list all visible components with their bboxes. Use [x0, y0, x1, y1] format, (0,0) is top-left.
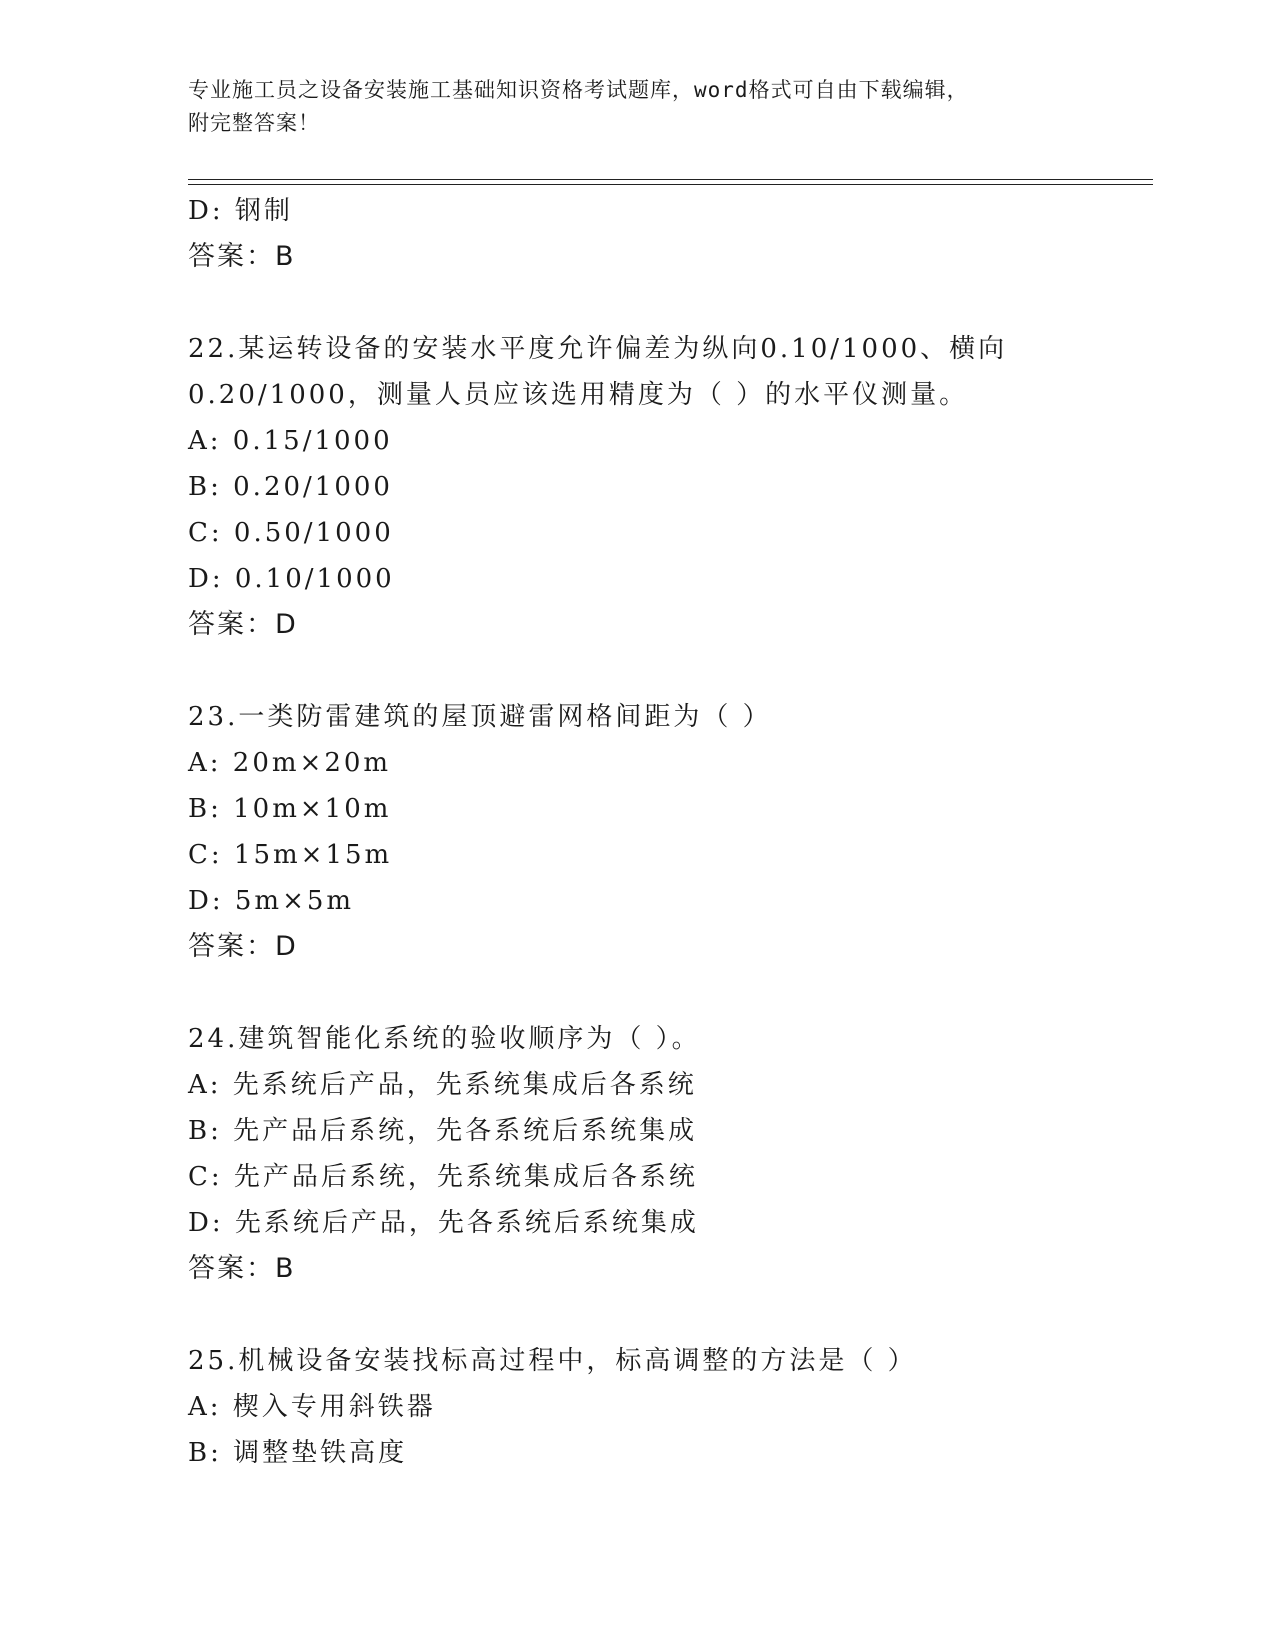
option-d: D: 0.10/1000	[188, 564, 395, 594]
option-a: A: 楔入专用斜铁器	[188, 1392, 436, 1422]
option-b: B: 10m×10m	[188, 794, 392, 824]
answer: 答案：B	[188, 241, 296, 272]
option-b: B: 0.20/1000	[188, 472, 393, 502]
answer: 答案：D	[188, 931, 298, 962]
question-gap	[188, 648, 1153, 694]
option-d: D: 先系统后产品，先各系统后系统集成	[188, 1208, 699, 1238]
question-gap	[188, 280, 1153, 326]
question-gap	[188, 970, 1153, 1016]
option-d: D: 钢制	[188, 196, 293, 226]
question-22	[188, 326, 1153, 648]
option-a: A: 先系统后产品，先系统集成后各系统	[188, 1070, 697, 1100]
question-25	[188, 1338, 1153, 1476]
document-header	[188, 74, 1068, 140]
option-c: C: 15m×15m	[188, 840, 393, 870]
answer: 答案：D	[188, 609, 298, 640]
question-23	[188, 694, 1153, 970]
option-c: C: 先产品后系统，先系统集成后各系统	[188, 1162, 698, 1192]
header-line-1: 专业施工员之设备安装施工基础知识资格考试题库，word格式可自由下载编辑，	[188, 78, 969, 102]
option-a: A: 0.15/1000	[188, 426, 393, 456]
document-body	[188, 188, 1153, 1476]
header-divider-bottom	[188, 184, 1153, 185]
question-stem-line-1: 22.某运转设备的安装水平度允许偏差为纵向0.10/1000、横向	[188, 334, 1008, 364]
option-c: C: 0.50/1000	[188, 518, 394, 548]
header-line-2: 附完整答案！	[188, 111, 320, 135]
header-divider-top	[188, 179, 1153, 180]
answer: 答案：B	[188, 1253, 296, 1284]
option-a: A: 20m×20m	[188, 748, 392, 778]
option-b: B: 调整垫铁高度	[188, 1438, 408, 1468]
question-gap	[188, 1292, 1153, 1338]
previous-question-tail	[188, 188, 1153, 280]
option-b: B: 先产品后系统，先各系统后系统集成	[188, 1116, 698, 1146]
question-stem-line-2: 0.20/1000，测量人员应该选用精度为（ ）的水平仪测量。	[188, 380, 969, 410]
question-stem-line-1: 24.建筑智能化系统的验收顺序为（ ）。	[188, 1024, 701, 1054]
question-stem-line-1: 23.一类防雷建筑的屋顶避雷网格间距为（ ）	[188, 702, 772, 732]
question-24	[188, 1016, 1153, 1292]
question-stem-line-1: 25.机械设备安装找标高过程中，标高调整的方法是（ ）	[188, 1346, 917, 1376]
option-d: D: 5m×5m	[188, 886, 355, 916]
